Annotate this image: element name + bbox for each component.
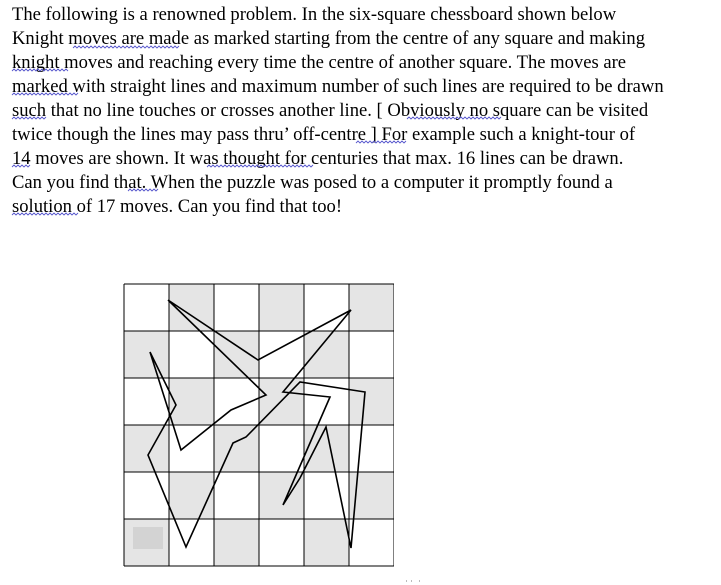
board-square bbox=[169, 284, 214, 331]
board-square bbox=[169, 378, 214, 425]
problem-text bbox=[12, 3, 717, 219]
stray-mark bbox=[405, 578, 425, 584]
board-square bbox=[304, 519, 349, 566]
problem-line-3: knight moves and reaching every time the centre of another square. The moves are bbox=[12, 52, 627, 73]
board-square bbox=[214, 519, 259, 566]
board-square bbox=[169, 331, 214, 378]
board-square bbox=[124, 284, 169, 331]
board-square bbox=[169, 425, 214, 472]
board-square bbox=[349, 284, 394, 331]
problem-line-8: Can you find that. When the puzzle was posed to a computer it promptly found a bbox=[12, 172, 613, 193]
board-square bbox=[259, 378, 304, 425]
problem-line-1: The following is a renowned problem. In the six-square chessboard shown below bbox=[12, 4, 617, 25]
board-square bbox=[259, 472, 304, 519]
board-square bbox=[304, 331, 349, 378]
chessboard bbox=[123, 283, 394, 572]
board-square bbox=[169, 472, 214, 519]
board-square bbox=[259, 331, 304, 378]
problem-line-9: solution of 17 moves. Can you find that too! bbox=[12, 196, 343, 217]
board-square bbox=[214, 425, 259, 472]
board-square bbox=[124, 331, 169, 378]
highlighted-square bbox=[133, 527, 163, 549]
board-square bbox=[259, 284, 304, 331]
board-square bbox=[304, 472, 349, 519]
board-square bbox=[349, 425, 394, 472]
board-square bbox=[214, 472, 259, 519]
problem-line-4: marked with straight lines and maximum number of such lines are required to be drawn bbox=[12, 76, 664, 97]
board-square bbox=[304, 284, 349, 331]
board-square bbox=[304, 378, 349, 425]
board-square bbox=[349, 519, 394, 566]
board-square bbox=[124, 378, 169, 425]
board-square bbox=[214, 284, 259, 331]
board-square bbox=[259, 519, 304, 566]
problem-line-6: twice though the lines may pass thru’ off-centre ] For example such a knight-tour of bbox=[12, 124, 636, 145]
board-square bbox=[349, 472, 394, 519]
problem-line-2: Knight moves are made as marked starting from the centre of any square and making bbox=[12, 28, 646, 49]
board-square bbox=[304, 425, 349, 472]
board-square bbox=[259, 425, 304, 472]
board-square bbox=[349, 331, 394, 378]
problem-line-7: 14 moves are shown. It was thought for centuries that max. 16 lines can be drawn. bbox=[12, 148, 624, 169]
board-square bbox=[214, 331, 259, 378]
board-square bbox=[214, 378, 259, 425]
board-square bbox=[169, 519, 214, 566]
board-square bbox=[124, 425, 169, 472]
problem-line-5: such that no line touches or crosses another line. [ Obviously no square can be visited bbox=[12, 100, 649, 121]
board-square bbox=[124, 472, 169, 519]
board-square bbox=[349, 378, 394, 425]
